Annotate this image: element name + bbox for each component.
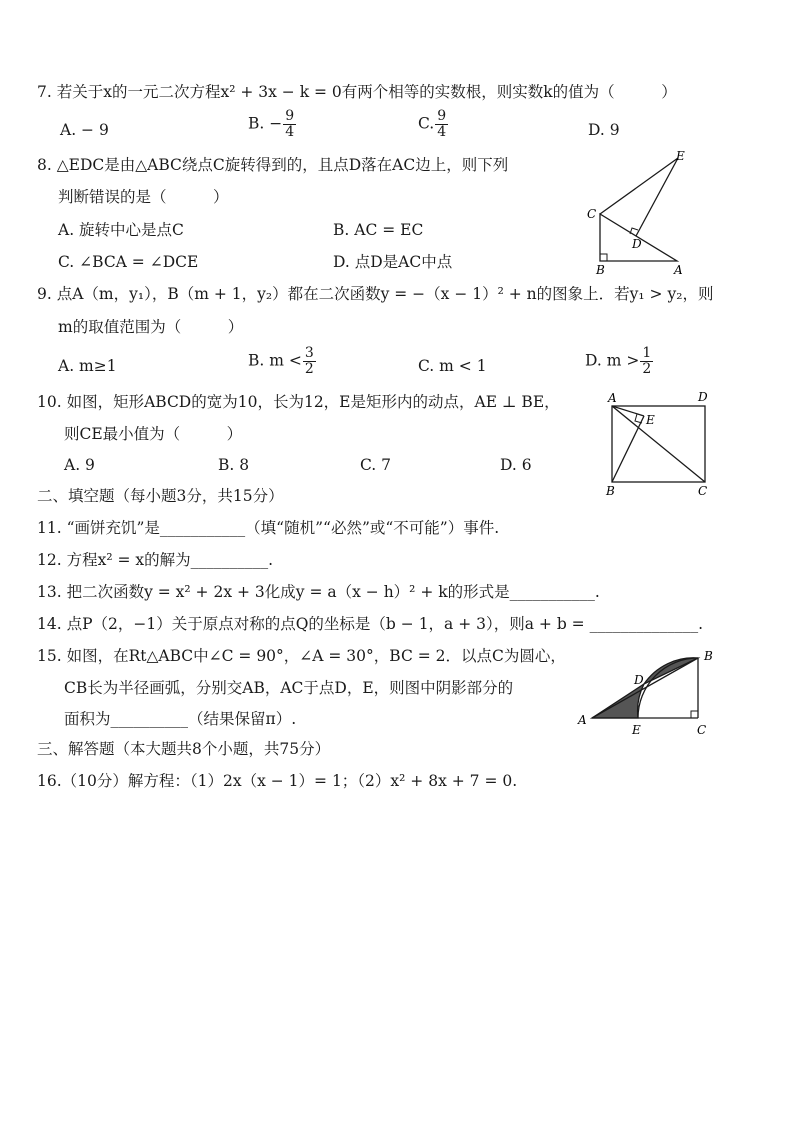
q8-option-d: D. 点D是AC中点: [333, 253, 453, 271]
q9-option-d: D. m > $\frac{1}{2}$: [585, 345, 652, 377]
section-3-heading: 三、解答题（本大题共8个小题，共75分）: [37, 740, 331, 758]
label-c: C: [587, 207, 597, 221]
q11: 11. “画饼充饥”是___________（填“随机”“必然”或“不可能”）事件.: [37, 519, 500, 537]
section-2-heading: 二、填空题（每小题3分，共15分）: [37, 487, 284, 505]
q7-option-b: B. − $\frac{9}{4}$: [248, 108, 295, 140]
label-d: D: [634, 673, 644, 687]
q7-option-a: A. − 9: [60, 121, 109, 139]
q15-line3: 面积为__________（结果保留π）.: [64, 710, 297, 728]
q10-rectangle-figure: [600, 388, 720, 498]
q14: 14. 点P（2，−1）关于原点对称的点Q的坐标是（b − 1，a + 3），则a + b = ______________.: [37, 615, 704, 633]
q10-option-b: B. 8: [218, 456, 250, 474]
q9-option-a: A. m≥1: [58, 357, 117, 375]
label-b: B: [606, 484, 615, 498]
diagonal-ac: [612, 406, 705, 482]
segment-ae: [612, 406, 644, 416]
segment-be: [612, 416, 644, 482]
label-b: B: [704, 649, 713, 663]
segment-ed: [636, 158, 678, 236]
q10-option-c: C. 7: [360, 456, 392, 474]
segment-ab: [592, 658, 698, 718]
q15-line1: 15. 如图，在Rt△ABC中∠C = 90°，∠A = 30°，BC = 2．以点C为圆心，: [37, 647, 566, 665]
label-a: A: [674, 263, 683, 277]
q7-stem: 7. 若关于x的一元二次方程x² + 3x − k = 0有两个相等的实数根，则实数k的值为（ ）: [37, 83, 677, 101]
label-a: A: [608, 391, 617, 405]
label-e: E: [632, 723, 641, 737]
q10-option-a: A. 9: [64, 456, 95, 474]
q10-option-d: D. 6: [500, 456, 532, 474]
q8-stem-line2: 判断错误的是（ ）: [58, 188, 229, 206]
q10-stem-line2: 则CE最小值为（ ）: [64, 425, 243, 443]
q8-rotation-figure: [580, 148, 690, 278]
label-a: A: [578, 713, 587, 727]
label-d: D: [698, 390, 708, 404]
q8-option-b: B. AC = EC: [333, 221, 424, 239]
q9-option-b: B. m < $\frac{3}{2}$: [248, 345, 314, 377]
q9-option-c: C. m < 1: [418, 357, 487, 375]
q15-line2: CB长为半径画弧，分别交AB，AC于点D，E，则图中阴影部分的: [64, 679, 514, 697]
q12: 12. 方程x² = x的解为__________.: [37, 551, 274, 569]
q16: 16.（10分）解方程：（1）2x（x − 1）= 1；（2）x² + 8x + 7 = 0.: [37, 772, 518, 790]
label-e: E: [676, 149, 685, 163]
q7-option-d: D. 9: [588, 121, 620, 139]
q13: 13. 把二次函数y = x² + 2x + 3化成y = a（x − h）² + k的形式是___________.: [37, 583, 600, 601]
segment-ce: [600, 158, 678, 214]
q10-stem-line1: 10. 如图，矩形ABCD的宽为10，长为12，E是矩形内的动点，AE ⊥ BE，: [37, 393, 560, 411]
q7-option-c: C. $\frac{9}{4}$: [418, 108, 447, 140]
q9-stem-line2: m的取值范围为（ ）: [58, 318, 244, 336]
q8-option-a: A. 旋转中心是点C: [58, 221, 184, 239]
label-d: D: [632, 237, 642, 251]
q8-option-c: C. ∠BCA = ∠DCE: [58, 253, 199, 271]
q15-sector-figure: [574, 644, 724, 740]
label-b: B: [596, 263, 605, 277]
label-e: E: [646, 413, 655, 427]
label-c: C: [698, 484, 708, 498]
q9-stem-line1: 9. 点A（m，y₁），B（m + 1，y₂）都在二次函数y = −（x − 1）² + n的图象上．若y₁ > y₂，则: [37, 285, 714, 303]
label-c: C: [697, 723, 707, 737]
q8-stem-line1: 8. △EDC是由△ABC绕点C旋转得到的，且点D落在AC边上，则下列: [37, 156, 509, 174]
